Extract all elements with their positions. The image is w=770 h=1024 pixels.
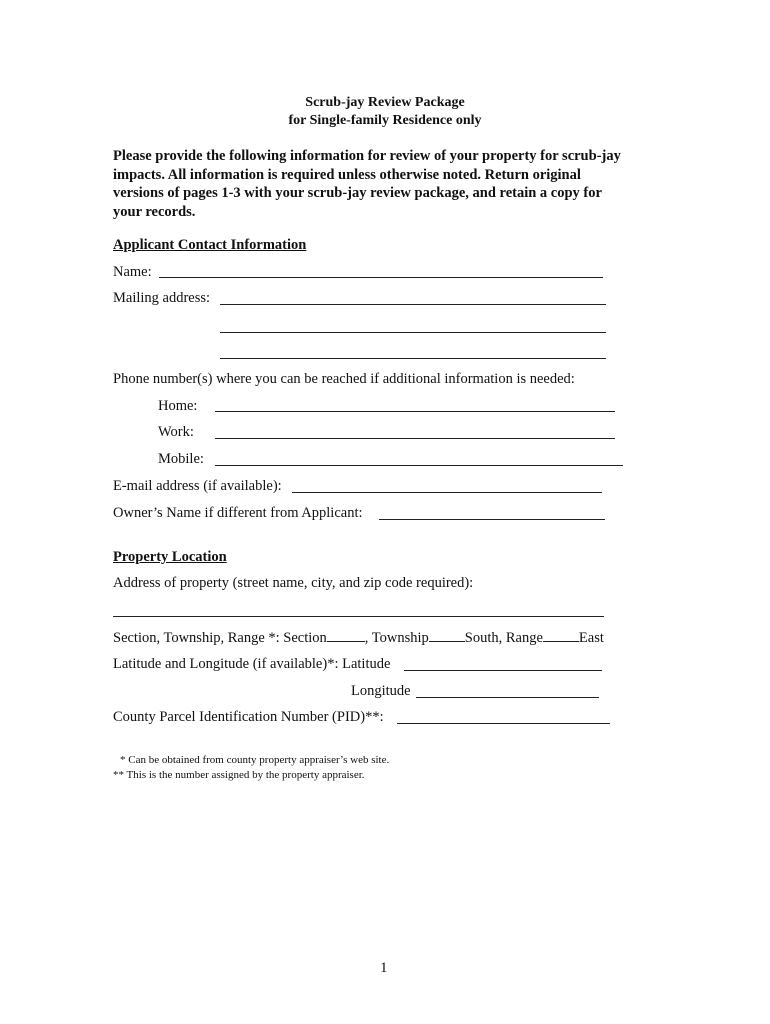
form-subtitle: for Single-family Residence only (288, 113, 482, 128)
name-label: Name: (113, 264, 152, 280)
mailing-address-field-1[interactable] (220, 304, 606, 305)
phone-instructions: Phone number(s) where you can be reached if additional information is needed: (113, 371, 575, 387)
instructions-line: Please provide the following information for review of your property for scrub-jay (113, 148, 621, 164)
range-label: South, Range (464, 630, 543, 646)
footnote-1: * Can be obtained from county property appraiser’s web site. (120, 754, 390, 766)
mobile-phone-label: Mobile: (158, 451, 204, 467)
property-address-label: Address of property (street name, city, and zip code required): (113, 575, 474, 591)
longitude-label: Longitude (351, 683, 411, 699)
property-address-field[interactable] (113, 616, 604, 617)
name-field[interactable] (159, 277, 603, 278)
mobile-phone-field[interactable] (215, 465, 623, 466)
mailing-address-field-2[interactable] (220, 332, 606, 333)
property-section-heading: Property Location (113, 549, 227, 565)
home-phone-label: Home: (158, 398, 198, 414)
mailing-address-field-3[interactable] (220, 358, 606, 359)
applicant-section-heading: Applicant Contact Information (113, 237, 307, 253)
work-phone-label: Work: (158, 424, 194, 440)
page-number: 1 (380, 960, 388, 976)
latitude-field[interactable] (404, 670, 602, 671)
footnote-2: ** This is the number assigned by the property appraiser. (113, 769, 365, 781)
instructions-line: your records. (113, 203, 196, 220)
work-phone-field[interactable] (215, 438, 615, 439)
range-field[interactable] (543, 629, 579, 642)
form-title: Scrub-jay Review Package (305, 95, 465, 110)
instructions-line: versions of pages 1-3 with your scrub-jay review package, and retain a copy for (113, 185, 602, 201)
owner-name-field[interactable] (379, 519, 605, 520)
email-field[interactable] (292, 492, 602, 493)
township-label: , Township (364, 630, 429, 646)
instructions-paragraph (113, 147, 663, 221)
email-label: E-mail address (if available): (113, 478, 282, 494)
owner-name-label: Owner’s Name if different from Applicant: (113, 505, 363, 521)
section-township-range-row (113, 629, 604, 647)
pid-label: County Parcel Identification Number (PID)**: (113, 709, 384, 725)
home-phone-field[interactable] (215, 411, 615, 412)
section-field[interactable] (327, 629, 365, 642)
pid-field[interactable] (397, 723, 610, 724)
mailing-address-label: Mailing address: (113, 290, 211, 306)
east-label: East (578, 630, 604, 646)
instructions-line: impacts. All information is required unless otherwise noted. Return original (113, 166, 581, 183)
township-field[interactable] (429, 629, 465, 642)
latitude-label: Latitude and Longitude (if available)*: Latitude (113, 656, 391, 672)
longitude-field[interactable] (416, 697, 599, 698)
section-label: Section, Township, Range *: Section (113, 630, 327, 646)
